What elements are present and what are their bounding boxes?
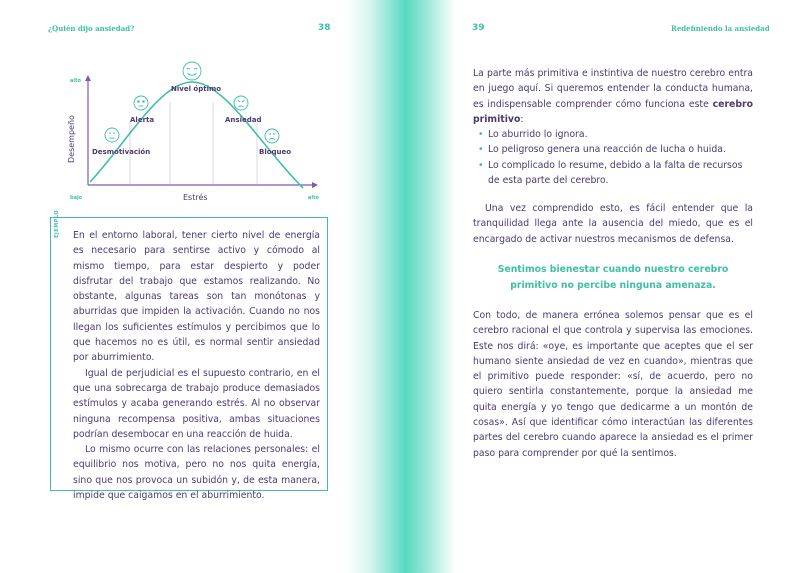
list-item: • Lo peligroso genera una reacción de lucha o huida.	[478, 142, 753, 157]
example-paragraph: Igual de perjudicial es el supuesto contrario, en el que una sobrecarga de trabajo produce demasiados estímulos y acaba generando estrés. Al no observar ninguna recompensa positiva, ambas situaciones podrían desembocar en una reacción de huida.	[73, 367, 320, 440]
x-axis-high: alto	[308, 195, 319, 201]
bullet-icon: •	[478, 129, 484, 140]
x-axis-label: Estrés	[183, 193, 208, 202]
stress-performance-diagram	[65, 60, 335, 210]
face-alert-icon	[134, 96, 148, 110]
example-paragraph: Lo mismo ocurre con las relaciones personales: el equilibrio nos motiva, pero no nos quita energía, sino que nos provoca un subidón y, de esta manera, impide que caigamos en el aburrimiento.	[73, 444, 320, 502]
bold-term: cerebro primitivo	[473, 98, 753, 125]
label-desmotivacion: Desmotivación	[92, 148, 151, 156]
face-blocked-icon	[265, 129, 279, 143]
running-head-left: ¿Quién dijo ansiedad?	[48, 24, 135, 33]
face-bored-icon	[105, 128, 119, 142]
bullet-icon: •	[478, 144, 484, 156]
y-axis-arrow	[85, 75, 91, 81]
label-nivel-optimo: Nivel óptimo	[171, 85, 222, 93]
list-item: • Lo complicado lo resume, debido a la falta de recursos de esta parte del cerebro.	[478, 159, 743, 186]
example-text	[73, 228, 320, 503]
label-alerta: Alerta	[130, 116, 155, 124]
label-bloqueo: Bloqueo	[259, 148, 292, 156]
intro-paragraph: La parte más primitiva e instintiva de nuestro cerebro entra en juego aquí. Si queremos entender la conducta humana, es indispensable comprender cómo funciona este cerebro primitivo:	[473, 68, 753, 125]
x-axis-arrow	[312, 182, 318, 188]
book-gutter	[345, 0, 455, 573]
y-axis-label: Desempeño	[67, 115, 76, 163]
bullet-list	[478, 127, 753, 188]
running-head-right: Redefiniendo la ansiedad	[671, 24, 770, 33]
face-anxious-icon	[234, 96, 248, 110]
callout-highlight: Sentimos bienestar cuando nuestro cerebro primitivo no percibe ninguna amenaza.	[497, 264, 729, 291]
label-ansiedad: Ansiedad	[225, 116, 262, 124]
face-happy-icon	[183, 62, 201, 80]
list-item: • Lo aburrido lo ignora.	[478, 127, 753, 142]
page-number-left: 38	[318, 23, 331, 33]
bullet-icon: •	[478, 159, 484, 171]
example-tag: EJEMPLO	[54, 209, 60, 238]
x-axis-low: bajo	[70, 195, 83, 201]
paragraph-2: Una vez comprendido esto, es fácil entender que la tranquilidad llega ante la ausencia del miedo, que es el encargado de activar nuestros mecanismos de defensa.	[473, 203, 753, 245]
paragraph-3: Con todo, de manera errónea solemos pensar que es el cerebro racional el que controla y supervisa las emociones. Este nos dirá: «oye, es importante que aceptes que el ser humano siente ansiedad de vez en cuando», mientras que el primitivo puede responder: «sí, de acuerdo, pero no quiero sentirla constantemente, porque la ansiedad me quita energía y yo tengo que dedicarme a un montón de cosas». Así que identificar cómo interactúan las diferentes partes del cerebro cuando aparece la ansiedad es el primer paso para comprender por qué la sentimos.	[473, 310, 753, 459]
example-paragraph: En el entorno laboral, tener cierto nivel de energía es necesario para sentirse activo y cómodo al mismo tiempo, para estar despierto y poder disfrutar del trabajo que estamos realizando. No obstante, algunas tareas son tan monótonas y aburridas que impiden la activación. Cuando no nos llegan los suficientes estímulos y percibimos que lo que hacemos no es útil, es normal sentir ansiedad por aburrimiento.	[73, 230, 320, 364]
y-axis-high: alto	[70, 78, 81, 84]
page-number-right: 39	[472, 23, 485, 33]
